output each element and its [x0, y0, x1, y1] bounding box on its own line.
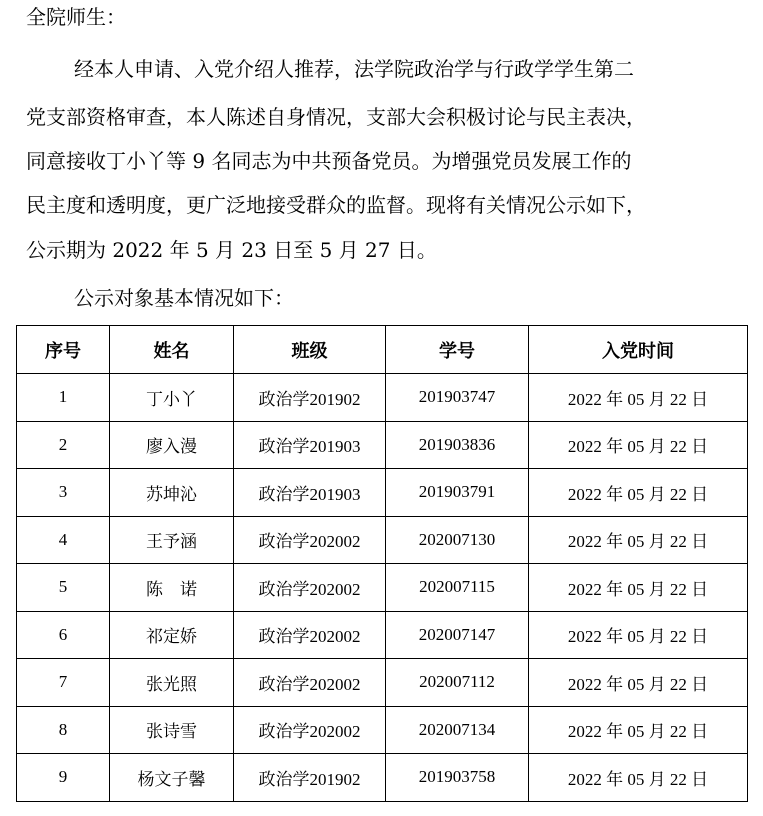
- cell-join-date: 2022 年 05 月 22 日: [529, 754, 748, 802]
- cell-class: 政治学202002: [234, 564, 386, 612]
- cell-class: 政治学201902: [234, 374, 386, 422]
- table-header-row: [17, 326, 748, 374]
- cell-student-id: 202007147: [386, 611, 529, 659]
- paragraph-line: 公示期为 2022 年 5 月 23 日至 5 月 27 日。: [26, 238, 437, 262]
- cell-join-date: 2022 年 05 月 22 日: [529, 564, 748, 612]
- cell-join-date: 2022 年 05 月 22 日: [529, 469, 748, 517]
- cell-name: 廖入漫: [110, 421, 234, 469]
- paragraph-line: 经本人申请、入党介绍人推荐，法学院政治学与行政学学生第二: [74, 57, 634, 81]
- cell-class: 政治学201903: [234, 469, 386, 517]
- table-row: [17, 469, 748, 517]
- cell-join-date: 2022 年 05 月 22 日: [529, 516, 748, 564]
- cell-name: 丁小丫: [110, 374, 234, 422]
- cell-join-date: 2022 年 05 月 22 日: [529, 421, 748, 469]
- cell-class: 政治学202002: [234, 611, 386, 659]
- cell-join-date: 2022 年 05 月 22 日: [529, 659, 748, 707]
- cell-seq: 8: [17, 706, 110, 754]
- salutation: 全院师生：: [26, 5, 126, 29]
- cell-student-id: 202007134: [386, 706, 529, 754]
- header-seq: 序号: [17, 326, 110, 374]
- cell-name: 祁定娇: [110, 611, 234, 659]
- cell-student-id: 202007115: [386, 564, 529, 612]
- cell-name: 杨文子馨: [110, 754, 234, 802]
- cell-seq: 9: [17, 754, 110, 802]
- cell-student-id: 201903758: [386, 754, 529, 802]
- table-intro: 公示对象基本情况如下：: [74, 286, 294, 310]
- cell-name: 苏坤沁: [110, 469, 234, 517]
- paragraph-line: 民主度和透明度，更广泛地接受群众的监督。现将有关情况公示如下，: [26, 193, 646, 217]
- cell-name: 张诗雪: [110, 706, 234, 754]
- table-row: [17, 611, 748, 659]
- table-row: [17, 516, 748, 564]
- cell-name: 王予涵: [110, 516, 234, 564]
- cell-student-id: 201903747: [386, 374, 529, 422]
- cell-student-id: 201903836: [386, 421, 529, 469]
- table-row: [17, 706, 748, 754]
- cell-name: 陈 诺: [110, 564, 234, 612]
- paragraph-line: 同意接收丁小丫等 9 名同志为中共预备党员。为增强党员发展工作的: [26, 149, 632, 173]
- cell-name: 张光照: [110, 659, 234, 707]
- table-row: [17, 659, 748, 707]
- cell-seq: 2: [17, 421, 110, 469]
- cell-class: 政治学201902: [234, 754, 386, 802]
- table-row: [17, 754, 748, 802]
- table-row: [17, 421, 748, 469]
- cell-class: 政治学202002: [234, 706, 386, 754]
- cell-seq: 6: [17, 611, 110, 659]
- table-row: [17, 374, 748, 422]
- header-name: 姓名: [110, 326, 234, 374]
- cell-join-date: 2022 年 05 月 22 日: [529, 611, 748, 659]
- header-join-date: 入党时间: [529, 326, 748, 374]
- header-student-id: 学号: [386, 326, 529, 374]
- table-row: [17, 564, 748, 612]
- candidate-table: [16, 325, 748, 802]
- cell-seq: 1: [17, 374, 110, 422]
- cell-class: 政治学202002: [234, 659, 386, 707]
- cell-seq: 5: [17, 564, 110, 612]
- cell-seq: 4: [17, 516, 110, 564]
- cell-student-id: 202007130: [386, 516, 529, 564]
- cell-seq: 3: [17, 469, 110, 517]
- cell-class: 政治学201903: [234, 421, 386, 469]
- cell-join-date: 2022 年 05 月 22 日: [529, 374, 748, 422]
- cell-join-date: 2022 年 05 月 22 日: [529, 706, 748, 754]
- paragraph-line: 党支部资格审查，本人陈述自身情况，支部大会积极讨论与民主表决，: [26, 105, 646, 129]
- cell-class: 政治学202002: [234, 516, 386, 564]
- header-class: 班级: [234, 326, 386, 374]
- cell-seq: 7: [17, 659, 110, 707]
- cell-student-id: 202007112: [386, 659, 529, 707]
- cell-student-id: 201903791: [386, 469, 529, 517]
